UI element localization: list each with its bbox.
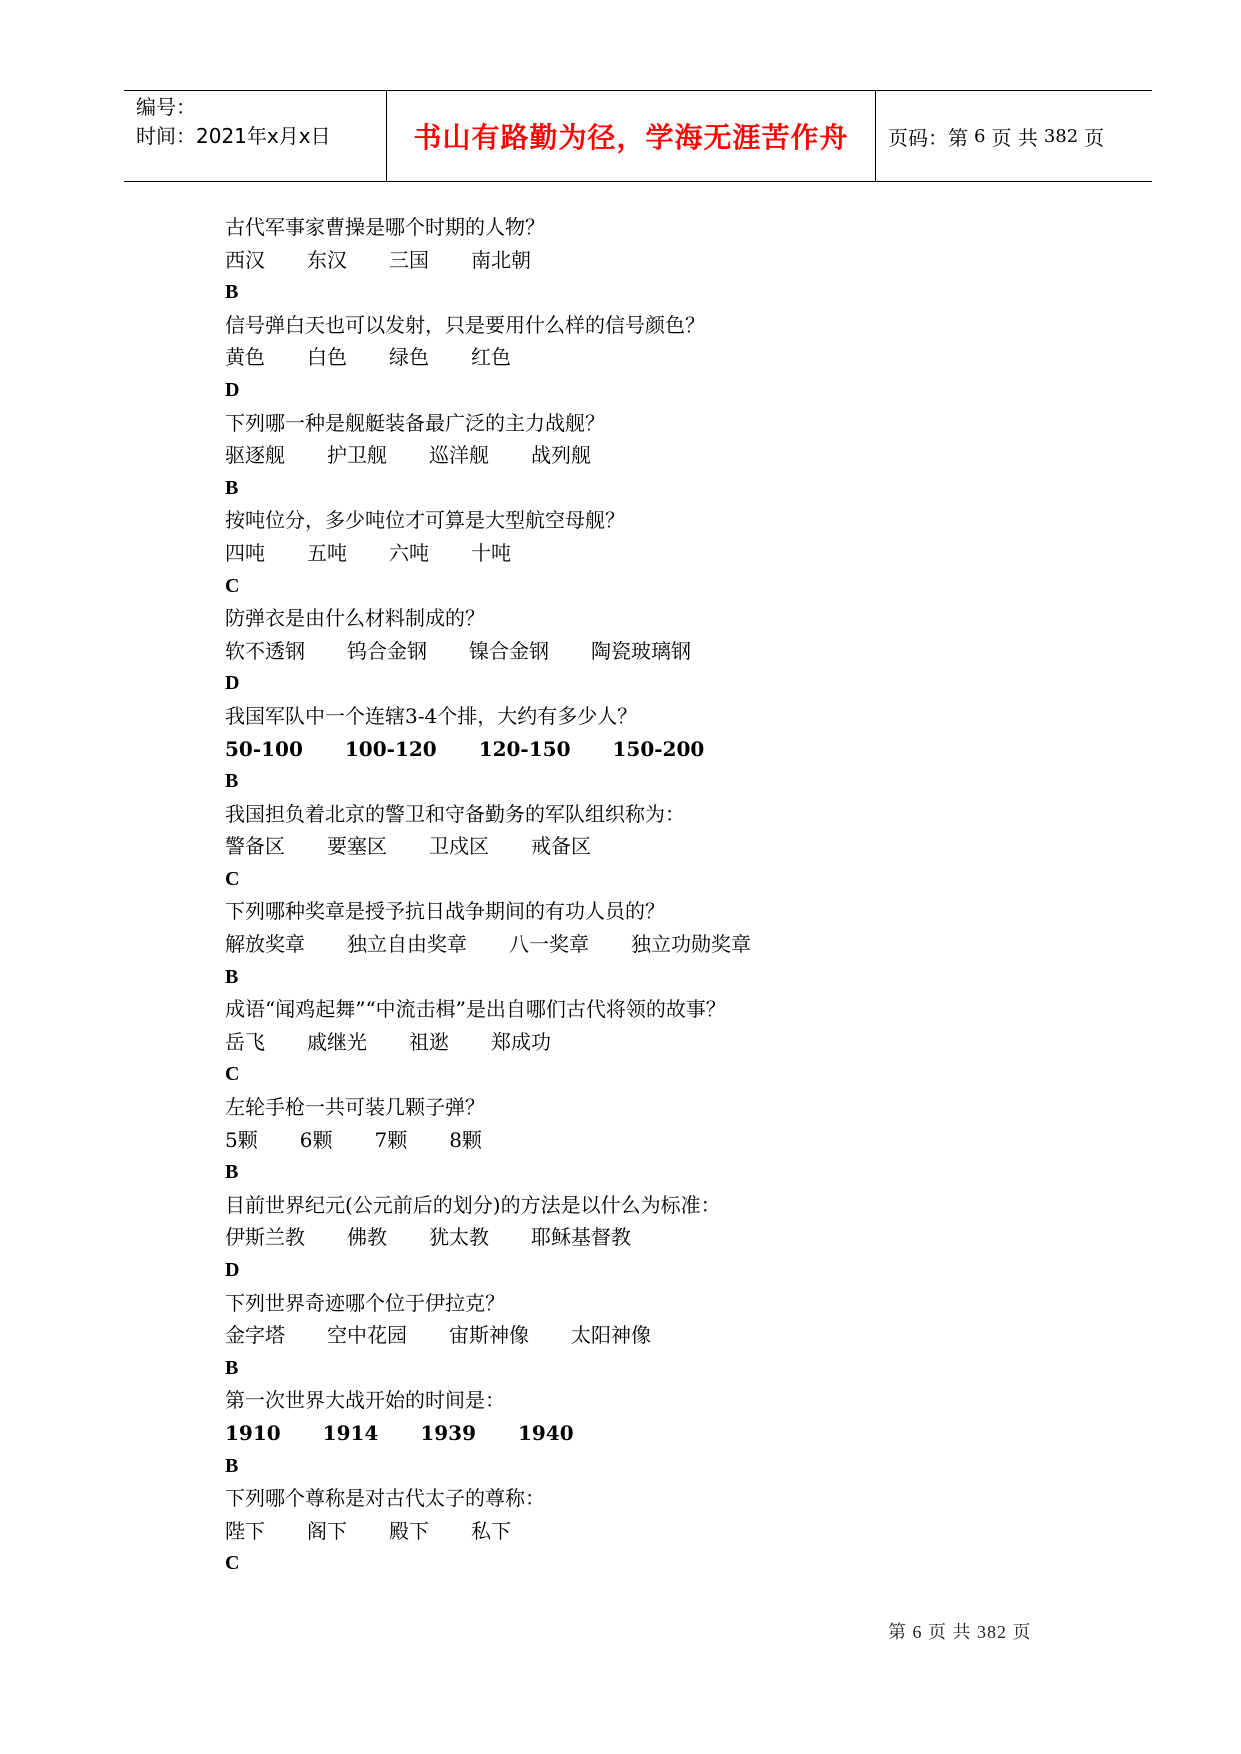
option-item: 八一奖章 — [509, 932, 589, 957]
option-item: 战列舰 — [531, 443, 591, 468]
question-text: 目前世界纪元(公元前后的划分)的方法是以什么为标准： — [225, 1192, 721, 1217]
option-item: 8颗 — [449, 1127, 482, 1152]
question-text: 下列哪种奖章是授予抗日战争期间的有功人员的？ — [225, 899, 665, 924]
answer-letter: C — [225, 574, 240, 597]
option-row — [225, 1221, 1105, 1254]
answer-letter: B — [225, 770, 239, 793]
option-item: 绿色 — [389, 345, 429, 370]
option-item: 解放奖章 — [225, 932, 305, 957]
option-row — [225, 537, 1105, 570]
answer-letter: B — [225, 476, 239, 499]
option-item: 警备区 — [225, 834, 285, 859]
option-row — [225, 1124, 1105, 1157]
option-item: 软不透钢 — [225, 638, 305, 663]
question-text: 第一次世界大战开始的时间是： — [225, 1388, 505, 1413]
question-text: 信号弹白天也可以发射，只是要用什么样的信号颜色？ — [225, 312, 705, 337]
option-row — [225, 439, 1105, 472]
question-text: 成语“闻鸡起舞”“中流击楫”是出自哪们古代将领的故事？ — [225, 997, 726, 1022]
option-item: 金字塔 — [225, 1323, 285, 1348]
option-item: 犹太教 — [429, 1225, 489, 1250]
option-row — [225, 1417, 1105, 1450]
option-item: 戒备区 — [531, 834, 591, 859]
option-row — [225, 635, 1105, 668]
option-item: 伊斯兰教 — [225, 1225, 305, 1250]
option-item: 南北朝 — [471, 247, 531, 272]
option-item: 镍合金钢 — [469, 638, 549, 663]
option-item: 巡洋舰 — [429, 443, 489, 468]
option-item: 六吨 — [389, 540, 429, 565]
question-text: 下列哪个尊称是对古代太子的尊称： — [225, 1486, 545, 1511]
option-row — [225, 341, 1105, 374]
answer-letter: B — [225, 965, 239, 988]
page-footer: 第 6 页 共 382 页 — [888, 1622, 1032, 1642]
option-item: 四吨 — [225, 540, 265, 565]
option-item: 120-150 — [478, 736, 571, 761]
option-item: 7颗 — [374, 1127, 408, 1152]
option-row — [225, 1319, 1105, 1352]
option-item: 佛教 — [347, 1225, 387, 1250]
answer-letter: C — [225, 1552, 240, 1575]
question-text: 下列哪一种是舰艇装备最广泛的主力战舰？ — [225, 410, 605, 435]
option-item: 护卫舰 — [327, 443, 387, 468]
option-item: 宙斯神像 — [449, 1323, 529, 1348]
option-item: 殿下 — [389, 1518, 429, 1543]
option-item: 白色 — [307, 345, 347, 370]
option-item: 5颗 — [225, 1127, 258, 1152]
answer-letter: B — [225, 281, 239, 304]
question-text: 古代军事家曹操是哪个时期的人物？ — [225, 215, 545, 239]
option-item: 1940 — [518, 1420, 574, 1445]
option-item: 三国 — [389, 247, 429, 272]
option-item: 红色 — [471, 345, 511, 370]
answer-letter: D — [225, 1259, 240, 1281]
question-text: 下列世界奇迹哪个位于伊拉克？ — [225, 1290, 505, 1315]
answer-letter: D — [225, 672, 240, 695]
option-item: 空中花园 — [327, 1323, 407, 1348]
question-list — [225, 211, 1105, 1580]
option-item: 100-120 — [344, 736, 437, 761]
answer-letter: C — [225, 1063, 240, 1086]
option-item: 郑成功 — [491, 1029, 551, 1054]
option-item: 1914 — [322, 1420, 379, 1445]
option-item: 卫戍区 — [429, 834, 489, 859]
answer-letter: B — [225, 1356, 239, 1379]
option-item: 6颗 — [299, 1127, 333, 1152]
page-prefix: 页码：第 — [888, 125, 968, 150]
page-mid: 页 共 — [991, 125, 1038, 150]
time-label: 时间：2021年x月x日 — [136, 124, 331, 148]
answer-letter: D — [225, 378, 240, 401]
option-item: 黄色 — [225, 345, 265, 370]
header-meta — [124, 91, 386, 181]
option-row — [225, 1515, 1105, 1548]
option-row — [225, 733, 1105, 766]
question-text: 我国担负着北京的警卫和守备勤务的军队组织称为： — [225, 801, 685, 826]
number-label: 编号： — [136, 95, 196, 119]
option-item: 独立自由奖章 — [347, 932, 467, 957]
option-item: 私下 — [471, 1518, 511, 1543]
option-item: 陛下 — [225, 1518, 265, 1543]
question-text: 我国军队中一个连辖3-4个排，大约有多少人？ — [225, 703, 638, 728]
option-item: 耶稣基督教 — [531, 1225, 631, 1250]
header-table — [124, 90, 1152, 182]
option-item: 50-100 — [225, 736, 303, 761]
option-item: 阁下 — [307, 1518, 347, 1543]
question-text: 左轮手枪一共可装几颗子弹？ — [225, 1095, 485, 1120]
option-row — [225, 928, 1105, 961]
header-motto: 书山有路勤为径，学海无涯苦作舟 — [386, 91, 876, 181]
question-text: 防弹衣是由什么材料制成的？ — [225, 606, 485, 631]
answer-letter: B — [225, 1454, 239, 1477]
question-text: 按吨位分，多少吨位才可算是大型航空母舰？ — [225, 508, 625, 533]
option-item: 戚继光 — [307, 1029, 367, 1054]
option-item: 独立功勋奖章 — [631, 932, 751, 957]
option-item: 祖逖 — [409, 1029, 449, 1054]
option-row — [225, 830, 1105, 863]
option-item: 五吨 — [307, 540, 347, 565]
option-row — [225, 244, 1105, 277]
header-page-info — [876, 91, 1152, 181]
page-number: 6 — [974, 125, 986, 147]
option-item: 钨合金钢 — [347, 638, 427, 663]
option-item: 1939 — [420, 1420, 477, 1445]
option-item: 十吨 — [471, 540, 511, 565]
page-total: 382 — [1043, 125, 1079, 147]
option-item: 要塞区 — [327, 834, 387, 859]
page-suffix: 页 — [1084, 125, 1105, 150]
option-item: 陶瓷玻璃钢 — [591, 638, 691, 663]
option-item: 西汉 — [225, 247, 265, 272]
option-row — [225, 1026, 1105, 1059]
option-item: 150-200 — [612, 736, 705, 761]
option-item: 太阳神像 — [571, 1323, 651, 1348]
option-item: 驱逐舰 — [225, 443, 285, 468]
answer-letter: B — [225, 1161, 239, 1184]
option-item: 1910 — [225, 1420, 281, 1445]
option-item: 岳飞 — [225, 1029, 265, 1054]
answer-letter: C — [225, 867, 240, 890]
option-item: 东汉 — [307, 247, 347, 272]
